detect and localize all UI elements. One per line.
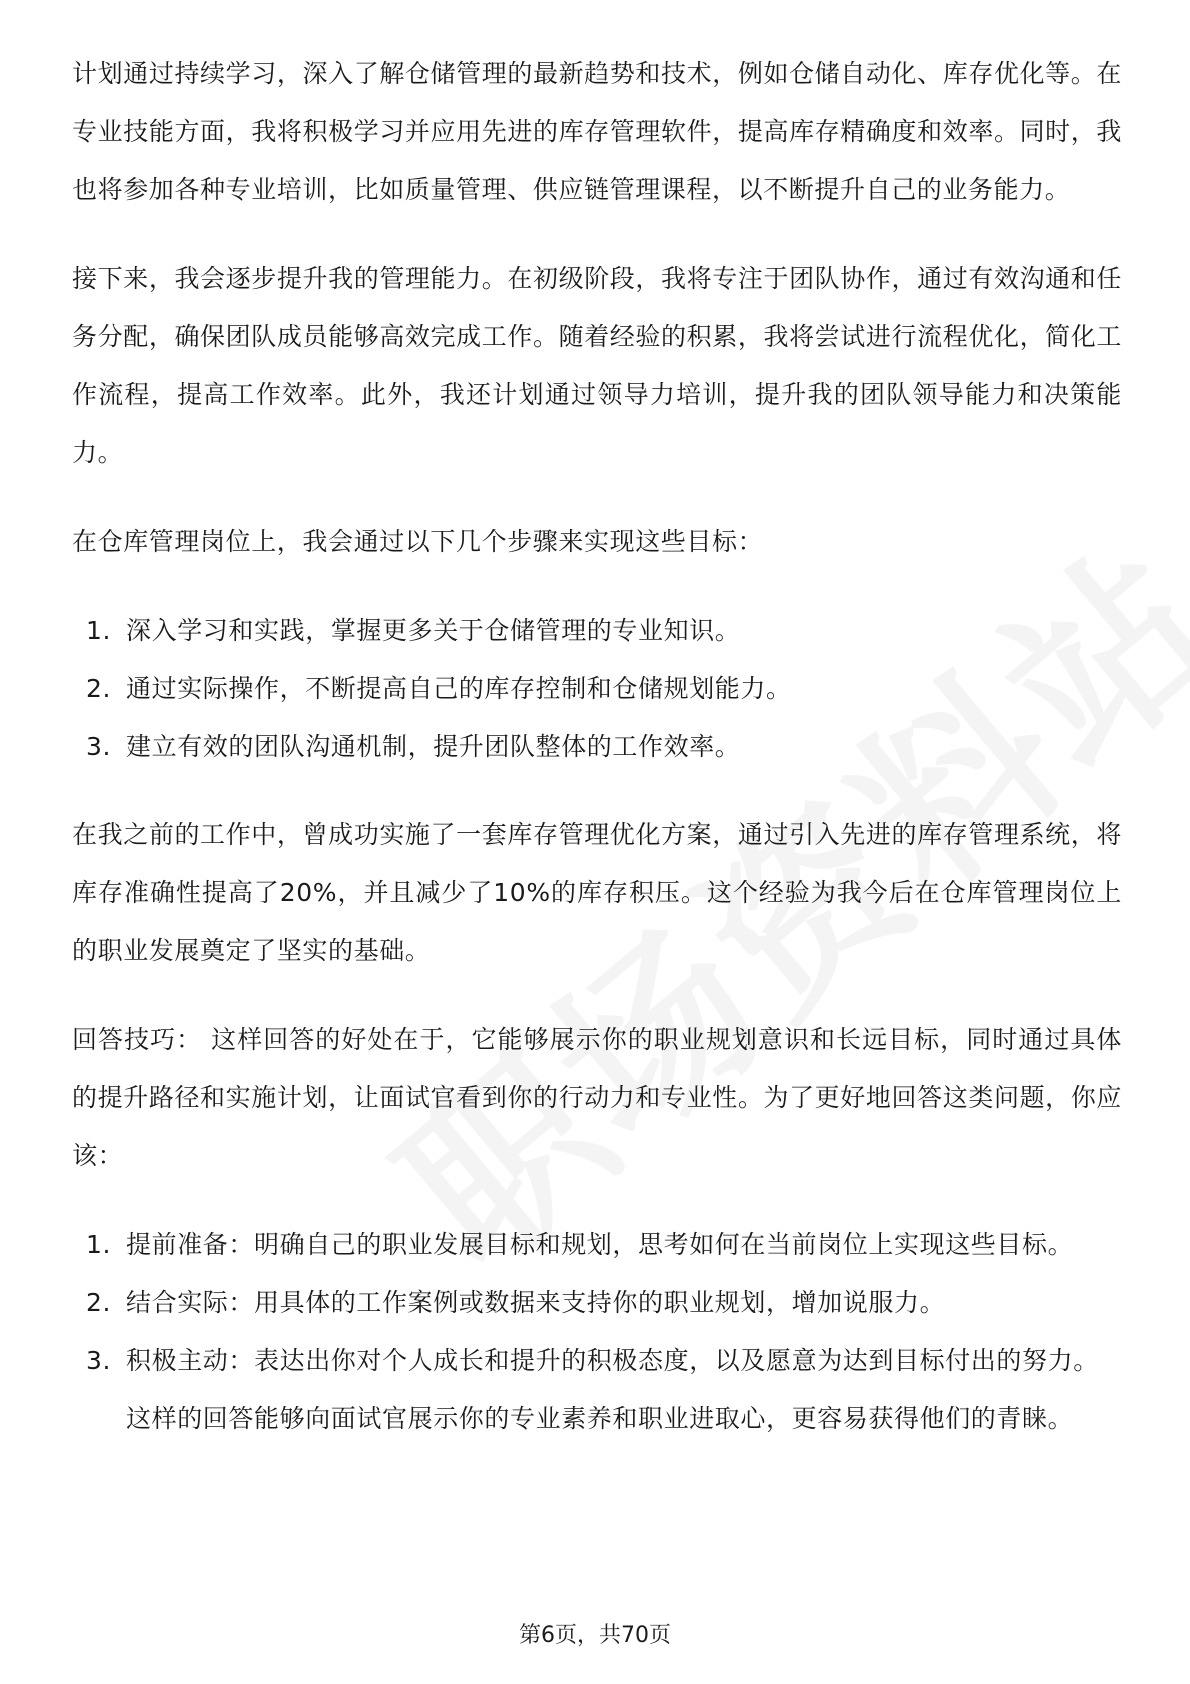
paragraph-tips-intro: 回答技巧： 这样回答的好处在于，它能够展示你的职业规划意识和长远目标，同时通过具体的提升路径和实施计划，让面试官看到你的行动力和专业性。为了更好地回答这类问题，你应该：: [72, 1025, 1122, 1170]
paragraph-learning-plan: 计划通过持续学习，深入了解仓储管理的最新趋势和技术，例如仓储自动化、库存优化等。在专业技能方面，我将积极学习并应用先进的库存管理软件，提高库存精确度和效率。同时，我也将参加各种专业培训，比如质量管理、供应链管理课程，以不断提升自己的业务能力。: [72, 59, 1122, 204]
list-item-text: 通过实际操作，不断提高自己的库存控制和仓储规划能力。: [126, 674, 792, 703]
list-item-number: 3.: [86, 732, 112, 761]
list-item: [72, 660, 1122, 718]
paragraph-experience: 在我之前的工作中，曾成功实施了一套库存管理优化方案，通过引入先进的库存管理系统，将库存准确性提高了20%，并且减少了10%的库存积压。这个经验为我今后在仓库管理岗位上的职业发展奠定了坚实的基础。: [72, 820, 1122, 965]
list-item: [72, 1332, 1122, 1448]
list-item-text: 提前准备：明确自己的职业发展目标和规划，思考如何在当前岗位上实现这些目标。: [126, 1230, 1074, 1259]
list-item-number: 2.: [86, 674, 112, 703]
list-item-number: 2.: [86, 1288, 112, 1317]
paragraph-steps-intro: 在仓库管理岗位上，我会通过以下几个步骤来实现这些目标：: [72, 527, 764, 556]
list-item-text: 建立有效的团队沟通机制，提升团队整体的工作效率。: [126, 732, 741, 761]
document-body: [72, 45, 1122, 1478]
list-item: [72, 602, 1122, 660]
list-item-text: 结合实际：用具体的工作案例或数据来支持你的职业规划，增加说服力。: [126, 1288, 946, 1317]
list-item-text: 积极主动：表达出你对个人成长和提升的积极态度，以及愿意为达到目标付出的努力。 这样的回答能够向面试官展示你的专业素养和职业进取心，更容易获得他们的青睐。: [126, 1346, 1099, 1433]
page-number-footer: 第6页，共70页: [519, 1623, 671, 1648]
list-item: [72, 718, 1122, 776]
list-item: [72, 1274, 1122, 1332]
list-item-text: 深入学习和实践，掌握更多关于仓储管理的专业知识。: [126, 616, 741, 645]
paragraph-management-plan: 接下来，我会逐步提升我的管理能力。在初级阶段，我将专注于团队协作，通过有效沟通和任务分配，确保团队成员能够高效完成工作。随着经验的积累，我将尝试进行流程优化，简化工作流程，提高工作效率。此外，我还计划通过领导力培训，提升我的团队领导能力和决策能力。: [72, 264, 1122, 467]
list-item-number: 1.: [86, 1230, 112, 1259]
steps-list-1: [72, 602, 1122, 776]
list-item: [72, 1216, 1122, 1274]
list-item-number: 1.: [86, 616, 112, 645]
steps-list-2: [72, 1216, 1122, 1448]
list-item-number: 3.: [86, 1346, 112, 1375]
